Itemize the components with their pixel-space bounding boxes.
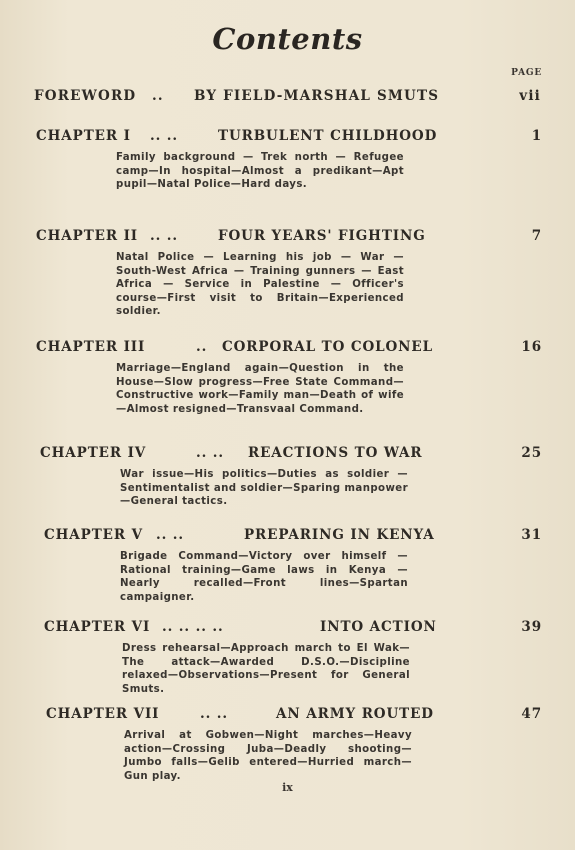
chapter-page: 25 [521,445,542,461]
foreword-entry [34,88,541,108]
chapter-title: FOUR YEARS' FIGHTING [218,228,426,244]
foreword-author: BY FIELD-MARSHAL SMUTS [194,88,440,104]
chapter-synopsis: Marriage—England again—Question in the House—Slow progress—Free State Command—Constructive work—Family man—Death of wife—Almost resigned—Transvaal Command. [116,363,404,415]
page-column-label: PAGE [511,68,542,78]
chapter-entry [0,339,575,416]
page-number: ix [282,781,293,794]
chapter-label: CHAPTER VII [46,706,160,722]
chapter-title: TURBULENT CHILDHOOD [218,128,438,144]
chapter-page: 39 [521,619,542,635]
foreword-dots: .. [152,88,164,104]
foreword-page: vii [519,88,541,104]
chapter-label: CHAPTER V [44,527,143,543]
chapter-title: PREPARING IN KENYA [244,527,435,543]
chapter-entry [0,228,575,319]
chapter-dots: .. .. .. .. [162,619,224,635]
page-title: Contents [212,22,363,56]
chapter-dots: .. [196,339,208,355]
chapter-page: 7 [531,228,542,244]
chapter-dots: .. .. [156,527,184,543]
chapter-label: CHAPTER IV [40,445,147,461]
chapter-entry [0,706,575,783]
chapter-dots: .. .. [150,228,178,244]
chapter-page: 1 [531,128,542,144]
chapter-page: 31 [521,527,542,543]
chapter-title: REACTIONS TO WAR [248,445,423,461]
chapter-label: CHAPTER III [36,339,146,355]
foreword-label: FOREWORD [34,88,137,104]
chapter-synopsis: Natal Police — Learning his job — War — South-West Africa — Training gunners — East Africa — Service in Palestine — Officer's course—First visit to Britain—Experienced soldier. [116,252,404,317]
chapter-entry [0,619,575,696]
chapter-dots: .. .. [196,445,224,461]
chapter-entry [0,445,575,509]
chapter-synopsis: Family background — Trek north — Refugee camp—In hospital—Almost a predikant—Apt pupil—Natal Police—Hard days. [116,152,404,190]
chapter-dots: .. .. [200,706,228,722]
chapter-title: INTO ACTION [320,619,437,635]
chapter-entry [0,128,575,192]
chapter-title: CORPORAL TO COLONEL [222,339,434,355]
chapter-synopsis: War issue—His politics—Duties as soldier —Sentimentalist and soldier—Sparing manpower—General tactics. [120,469,408,507]
chapter-title: AN ARMY ROUTED [276,706,434,722]
chapter-page: 16 [521,339,542,355]
chapter-label: CHAPTER II [36,228,139,244]
chapter-synopsis: Brigade Command—Victory over himself —Rational training—Game laws in Kenya —Nearly recalled—Front lines—Spartan campaigner. [120,551,408,603]
chapter-label: CHAPTER I [36,128,131,144]
chapter-entry [0,527,575,604]
chapter-synopsis: Dress rehearsal—Approach march to El Wak—The attack—Awarded D.S.O.—Discipline relaxed—Observations—Present for General Smuts. [122,643,410,695]
chapter-label: CHAPTER VI [44,619,151,635]
chapter-synopsis: Arrival at Gobwen—Night marches—Heavy action—Crossing Juba—Deadly shooting—Jumbo falls—Gelib entered—Hurried march—Gun play. [124,730,412,782]
chapter-dots: .. .. [150,128,178,144]
chapter-page: 47 [521,706,542,722]
